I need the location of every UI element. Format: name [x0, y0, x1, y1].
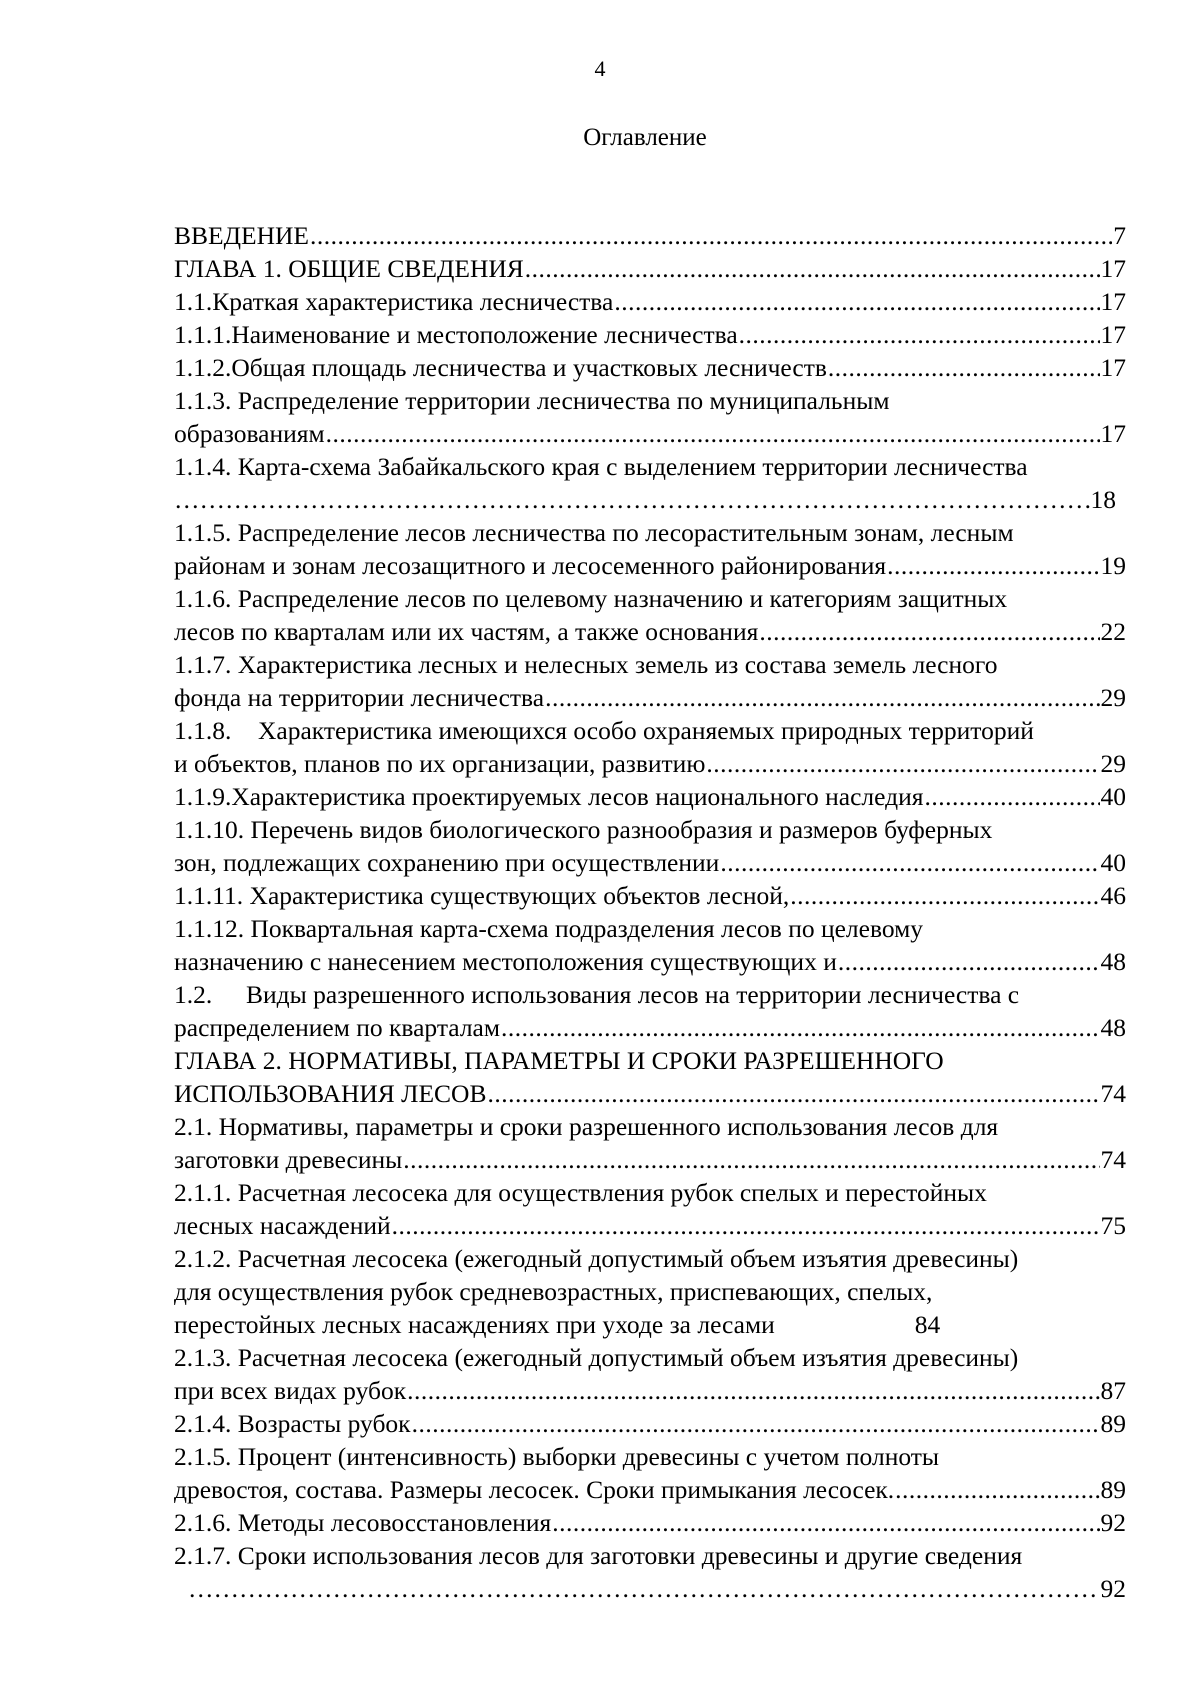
toc-entry-text: ГЛАВА 1. ОБЩИЕ СВЕДЕНИЯ — [174, 254, 524, 283]
toc-entry-1-1-3[interactable] — [174, 384, 1126, 450]
toc-entry-text: Характеристика имеющихся особо охраняемых природных территорий — [258, 716, 1034, 745]
toc-entry-text-continued: фонда на территории лесничества — [174, 683, 545, 712]
toc-entry-text: ГЛАВА 2. НОРМАТИВЫ, ПАРАМЕТРЫ И СРОКИ РАЗРЕШЕННОГО — [174, 1046, 944, 1075]
toc-entry-text: 1.1.11. Характеристика существующих объектов лесной, — [174, 881, 790, 910]
toc-entry-text: 1.1.4. Карта-схема Забайкальского края с выделением территории лесничества — [174, 452, 1028, 481]
toc-entry-number: 1.1.2. — [174, 353, 232, 382]
dot-leader — [552, 1506, 1099, 1539]
dot-leader — [759, 615, 1099, 648]
toc-page-number: 74 — [1100, 1079, 1126, 1108]
toc-entry-1-1-8[interactable] — [174, 714, 1126, 780]
toc-entry-text-continued: зон, подлежащих сохранению при осуществлении — [174, 848, 720, 877]
toc-entry-1-1-5[interactable] — [174, 516, 1126, 582]
toc-entry-text-continued: ИСПОЛЬЗОВАНИЯ ЛЕСОВ — [174, 1079, 487, 1108]
toc-entry-text: 1.1.5. Распределение лесов лесничества по лесорастительным зонам, лесным — [174, 518, 1014, 547]
toc-page-number: 75 — [1100, 1211, 1126, 1240]
toc-page-number: 19 — [1100, 551, 1126, 580]
toc-page-number: 92 — [1100, 1574, 1126, 1603]
toc-page-number: 74 — [1100, 1145, 1126, 1174]
toc-entry-1-1-4[interactable] — [174, 450, 1126, 516]
toc-entry-text: Виды разрешенного использования лесов на территории лесничества с — [246, 980, 1020, 1009]
toc-entry-introduction[interactable] — [174, 219, 1126, 252]
toc-entry-text: 2.1.3. Расчетная лесосека (ежегодный допустимый объем изъятия древесины) — [174, 1343, 1019, 1372]
toc-entry-number: 1.1. — [174, 287, 213, 316]
toc-page-number: 7 — [1113, 221, 1126, 250]
page-number: 4 — [594, 56, 606, 81]
toc-page-number: 48 — [1100, 1013, 1126, 1042]
dot-leader — [887, 549, 1099, 582]
toc-entry-text: 1.1.3. Распределение территории лесничества по муниципальным — [174, 386, 890, 415]
dot-leader — [706, 747, 1099, 780]
toc-entry-1-1-6[interactable] — [174, 582, 1126, 648]
table-of-contents — [174, 219, 1126, 1605]
dot-leader — [739, 318, 1100, 351]
toc-page-number: 40 — [1100, 782, 1126, 811]
toc-entry-text: Наименование и местоположение лесничества — [231, 320, 738, 349]
toc-page-number: 29 — [1100, 749, 1126, 778]
toc-entry-2-1-2[interactable] — [174, 1242, 1126, 1341]
toc-page-number: 89 — [1100, 1409, 1126, 1438]
toc-entry-text-continued: для осуществления рубок средневозрастных, приспевающих, спелых, — [174, 1277, 933, 1306]
dot-leader — [838, 945, 1100, 978]
dot-leader — [188, 1572, 1100, 1605]
dot-leader — [501, 1011, 1100, 1044]
toc-entry-text: 2.1.5. Процент (интенсивность) выборки древесины с учетом полноты — [174, 1442, 940, 1471]
toc-entry-chapter-2[interactable] — [174, 1044, 1126, 1110]
dot-leader — [545, 681, 1099, 714]
toc-entry-text: 1.1.6. Распределение лесов по целевому назначению и категориям защитных — [174, 584, 1008, 613]
toc-entry-text: Характеристика проектируемых лесов национального наследия — [231, 782, 924, 811]
toc-entry-1-1-1[interactable] — [174, 318, 1126, 351]
toc-entry-text: Общая площадь лесничества и участковых лесничеств — [231, 353, 827, 382]
toc-entry-text-continued: распределением по кварталам — [174, 1013, 500, 1042]
toc-entry-text-continued: образованиям — [174, 419, 325, 448]
dot-leader — [614, 285, 1099, 318]
toc-entry-text-continued: лесных насаждений — [174, 1211, 391, 1240]
toc-page-number: 48 — [1100, 947, 1126, 976]
toc-page-number: 22 — [1100, 617, 1126, 646]
toc-page-number: 17 — [1100, 320, 1126, 349]
toc-entry-2-1[interactable] — [174, 1110, 1126, 1176]
toc-entry-text-continued: и объектов, планов по их организации, развитию — [174, 749, 706, 778]
toc-entry-1-1-11[interactable] — [174, 879, 1126, 912]
dot-leader — [326, 417, 1100, 450]
toc-entry-text-continued: назначению с нанесением местоположения существующих и — [174, 947, 837, 976]
toc-page-number: 89 — [1100, 1475, 1126, 1504]
toc-entry-text: 2.1.6. Методы лесовосстановления — [174, 1508, 552, 1537]
dot-leader — [924, 780, 1099, 813]
toc-entry-text-continued: перестойных лесных насаждениях при уходе за лесами — [174, 1310, 775, 1339]
toc-entry-text: 1.1.10. Перечень видов биологического разнообразия и размеров буферных — [174, 815, 993, 844]
toc-entry-number: 1.1.8. — [174, 716, 232, 745]
toc-page-number: 17 — [1100, 287, 1126, 316]
toc-entry-text: Краткая характеристика лесничества — [212, 287, 614, 316]
toc-entry-text-continued: районам и зонам лесозащитного и лесосеменного районирования — [174, 551, 887, 580]
toc-page-number: 17 — [1100, 254, 1126, 283]
dot-leader — [412, 1407, 1100, 1440]
toc-entry-text: 1.1.12. Поквартальная карта-схема подразделения лесов по целевому — [174, 914, 923, 943]
toc-entry-1-1[interactable] — [174, 285, 1126, 318]
dot-leader — [407, 1374, 1099, 1407]
toc-page-number: 40 — [1100, 848, 1126, 877]
toc-entry-text: 2.1.1. Расчетная лесосека для осуществления рубок спелых и перестойных — [174, 1178, 987, 1207]
toc-entry-number: 1.1.9. — [174, 782, 232, 811]
dot-leader — [174, 483, 1090, 516]
toc-page-number: 29 — [1100, 683, 1126, 712]
toc-page-number: 87 — [1100, 1376, 1126, 1405]
toc-page-number: 46 — [1100, 881, 1126, 910]
toc-entry-text-continued: древостоя, состава. Размеры лесосек. Сроки примыкания лесосек. — [174, 1475, 895, 1504]
dot-leader — [828, 351, 1100, 384]
toc-page-number: 17 — [1100, 419, 1126, 448]
toc-page-number: 84 — [914, 1310, 941, 1339]
toc-entry-text: 2.1.7. Сроки использования лесов для заготовки древесины и другие сведения — [174, 1541, 1023, 1570]
dot-leader — [310, 219, 1112, 252]
toc-entry-text: 2.1.4. Возрасты рубок — [174, 1409, 411, 1438]
dot-leader — [895, 1473, 1099, 1506]
toc-page-number: 92 — [1100, 1508, 1126, 1537]
toc-entry-2-1-1[interactable] — [174, 1176, 1126, 1242]
toc-entry-2-1-5[interactable] — [174, 1440, 1126, 1506]
toc-entry-number: 1.1.1. — [174, 320, 232, 349]
dot-leader — [525, 252, 1100, 285]
toc-entry-2-1-4[interactable] — [174, 1407, 1126, 1440]
toc-entry-2-1-6[interactable] — [174, 1506, 1126, 1539]
toc-entry-text: 2.1. Нормативы, параметры и сроки разрешенного использования лесов для — [174, 1112, 999, 1141]
toc-entry-1-1-12[interactable] — [174, 912, 1126, 978]
dot-leader — [392, 1209, 1100, 1242]
toc-page-number: 17 — [1100, 353, 1126, 382]
toc-entry-number: 1.2. — [174, 980, 213, 1009]
toc-entry-2-1-7[interactable] — [174, 1539, 1126, 1605]
toc-entry-2-1-3[interactable] — [174, 1341, 1126, 1407]
dot-leader — [403, 1143, 1099, 1176]
toc-entry-chapter-1[interactable] — [174, 252, 1126, 285]
toc-entry-1-1-2[interactable] — [174, 351, 1126, 384]
toc-entry-text-continued: при всех видах рубок — [174, 1376, 407, 1405]
toc-entry-text: 2.1.2. Расчетная лесосека (ежегодный допустимый объем изъятия древесины) — [174, 1244, 1019, 1273]
dot-leader — [487, 1077, 1099, 1110]
toc-entry-text: 1.1.7. Характеристика лесных и нелесных земель из состава земель лесного — [174, 650, 998, 679]
dot-leader — [720, 846, 1099, 879]
toc-entry-text-continued: лесов по кварталам или их частям, а также основания — [174, 617, 759, 646]
toc-entry-text-continued: заготовки древесины — [174, 1145, 403, 1174]
toc-entry-1-2[interactable] — [174, 978, 1126, 1044]
toc-entry-1-1-9[interactable] — [174, 780, 1126, 813]
toc-page-number: 18 — [1090, 485, 1116, 514]
dot-leader — [790, 879, 1099, 912]
toc-title: Оглавление — [583, 124, 707, 151]
toc-entry-text: ВВЕДЕНИЕ — [174, 221, 309, 250]
toc-entry-1-1-10[interactable] — [174, 813, 1126, 879]
toc-entry-1-1-7[interactable] — [174, 648, 1126, 714]
